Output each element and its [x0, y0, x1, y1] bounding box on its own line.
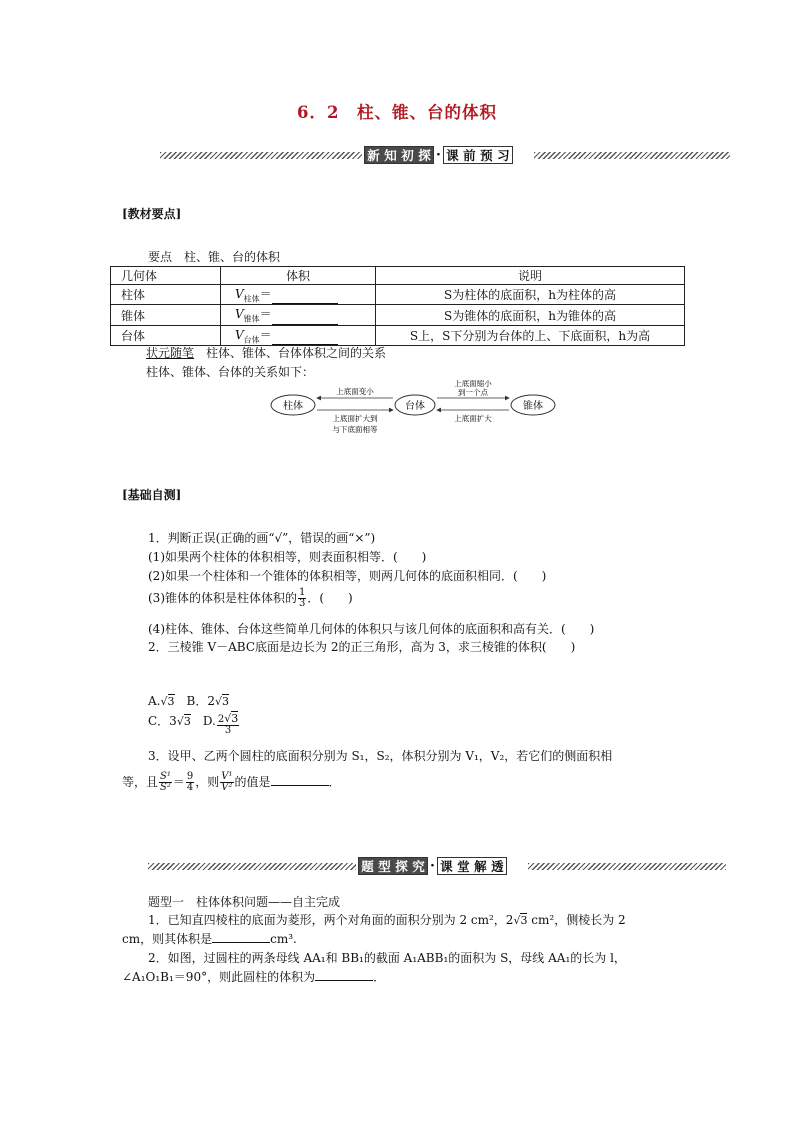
q2-options-ab: A.√3 B．2√3 [148, 694, 229, 708]
sqrt-arg: 3 [221, 695, 229, 708]
node-right: 锥体 [523, 401, 543, 412]
question-1-4: (4)柱体、锥体、台体这些简单几何体的体积只与该几何体的底面积和高有关．( ) [148, 622, 595, 636]
p1-text: cm³. [270, 932, 297, 946]
banner-char: 究 [412, 858, 425, 874]
q3-text: 的值是 [234, 775, 271, 789]
banner-left-box [364, 146, 434, 164]
banner-right-box [437, 857, 507, 875]
fraction-s [159, 772, 172, 793]
fraction-v [220, 772, 233, 793]
banner-char: 探 [395, 858, 408, 874]
banner-char: 课 [440, 858, 453, 874]
arrow-label: 上底面扩大 [454, 414, 492, 423]
banner-right-box [443, 146, 513, 164]
table-cell: 台体 [111, 325, 221, 345]
table-row [111, 305, 685, 325]
fraction-d: $\frac{2√3}{3}$ [217, 712, 239, 736]
banner-char: 堂 [457, 858, 470, 874]
table-cell: 锥体 [111, 305, 221, 325]
banner-char: 型 [378, 858, 391, 874]
table-header: 说明 [376, 267, 685, 285]
question-3-line2 [122, 772, 341, 793]
option-b: B．2 [186, 694, 215, 708]
p1-text: cm²，侧棱长为 2 [527, 913, 626, 927]
fraction-nine-fourths [186, 772, 194, 793]
page-title: 6．2 柱、锥、台的体积 [297, 103, 497, 122]
table-cell [221, 285, 376, 305]
q3-text: ． [328, 775, 341, 789]
equals-sign: ＝ [259, 327, 272, 342]
volume-subscript: 锥体 [243, 314, 260, 324]
problem-1-line2 [122, 930, 297, 947]
numerator: V¹ [221, 771, 233, 782]
question-1: 1．判断正误(正确的画“√”，错误的画“×”) [148, 531, 376, 545]
node-left: 柱体 [283, 401, 303, 412]
point-title: 要点 柱、锥、台的体积 [148, 250, 281, 264]
p1-text: 1．已知直四棱柱的底面为菱形，两个对角面的面积分别为 2 cm²，2 [148, 913, 514, 927]
arrow-label: 与下底面相等 [332, 425, 378, 434]
banner-char: 课 [446, 147, 459, 163]
equals-sign: ＝ [172, 775, 185, 789]
question-1-1: (1)如果两个柱体的体积相等，则表面积相等．( ) [148, 550, 427, 564]
section-banner-preview [160, 146, 730, 164]
q2-options-cd: C．3√3 D. $\frac{2√3}{3}$ [148, 712, 239, 736]
p2-text: ． [373, 970, 386, 984]
table-cell: S为锥体的底面积，h为锥体的高 [376, 305, 685, 325]
banner-char: 习 [497, 147, 510, 163]
sqrt-arg: 3 [183, 715, 191, 728]
table-cell: S为柱体的底面积，h为柱体的高 [376, 285, 685, 305]
note-tag: 状元随笔 [146, 346, 195, 360]
note-text: 柱体、锥体、台体体积之间的关系 [206, 346, 387, 360]
banner-char: 初 [401, 147, 414, 163]
banner-dot: · [436, 147, 441, 163]
arrow-label: 上底面变小 [336, 387, 374, 396]
banner-char: 透 [491, 858, 504, 874]
selftest-heading: [基础自测] [122, 488, 182, 502]
answer-blank[interactable] [271, 774, 329, 786]
table-header-row [111, 267, 685, 285]
option-d: D. [202, 714, 216, 728]
banner-char: 预 [480, 147, 493, 163]
table-cell: 柱体 [111, 285, 221, 305]
denominator: 4 [186, 782, 194, 793]
banner-left-box [358, 857, 428, 875]
volume-subscript: 柱体 [243, 294, 260, 304]
answer-blank[interactable] [272, 312, 338, 325]
hatch-decoration [534, 152, 730, 159]
q1-3-text: (3)锥体的体积是柱体体积的 [148, 591, 297, 605]
textbook-heading: [教材要点] [122, 207, 182, 221]
problem-2-line2 [122, 968, 385, 985]
sqrt-arg: 3 [231, 712, 239, 725]
denominator: 3 [299, 598, 306, 609]
table-cell [221, 305, 376, 325]
hatch-decoration [148, 863, 356, 870]
numerator: 2 [217, 714, 225, 725]
sqrt-arg: 3 [520, 914, 528, 927]
hatch-decoration [528, 863, 726, 870]
table-row [111, 325, 685, 345]
banner-dot: · [430, 858, 435, 874]
type-heading: 题型一 柱体体积问题——自主完成 [148, 895, 341, 909]
numerator: S¹ [160, 771, 171, 782]
equals-sign: ＝ [259, 307, 272, 322]
volume-subscript: 台体 [243, 335, 260, 345]
problem-1-line1: 1．已知直四棱柱的底面为菱形，两个对角面的面积分别为 2 cm²，2√3 cm²，侧棱长为 2 [148, 913, 626, 927]
banner-char: 探 [418, 147, 431, 163]
question-3: 3．设甲、乙两个圆柱的底面积分别为 S₁，S₂，体积分别为 V₁，V₂，若它们的侧面积相 [148, 749, 613, 763]
answer-blank[interactable] [212, 931, 270, 943]
banner-char: 解 [474, 858, 487, 874]
denominator: S² [160, 782, 171, 793]
relation-text: 柱体、锥体、台体的关系如下： [146, 365, 315, 379]
sqrt-arg: 3 [167, 695, 175, 708]
banner-char: 新 [367, 147, 380, 163]
hatch-decoration [160, 152, 362, 159]
volume-symbol: V [235, 307, 244, 322]
node-mid: 台体 [405, 401, 425, 412]
arrow-label: 上底面扩大到 [332, 414, 378, 423]
p2-text: ∠A₁O₁B₁＝90°，则此圆柱的体积为 [122, 970, 316, 984]
q3-text: ，则 [195, 775, 220, 789]
option-a: A. [148, 694, 161, 708]
q1-3-text: ．( ) [307, 591, 353, 605]
answer-blank[interactable] [272, 291, 338, 304]
question-2: 2．三棱锥 V－ABC底面是边长为 2的正三角形，高为 3，求三棱锥的体积( ) [148, 640, 576, 654]
volume-symbol: V [235, 327, 244, 342]
q3-text: 等，且 [122, 775, 159, 789]
problem-2-line1: 2．如图，过圆柱的两条母线 AA₁和 BB₁的截面 A₁ABB₁的面积为 S，母线 AA₁的长为 l， [148, 951, 626, 965]
note-line [146, 344, 386, 361]
denominator: V² [221, 782, 233, 793]
arrow-label: 到一个点 [458, 388, 488, 397]
table-header: 几何体 [111, 267, 221, 285]
relation-diagram [270, 380, 560, 440]
answer-blank[interactable] [315, 969, 373, 981]
banner-char: 知 [384, 147, 397, 163]
p1-text: cm，则其体积是 [122, 932, 213, 946]
table-header: 体积 [221, 267, 376, 285]
numerator: 9 [186, 771, 194, 782]
table-cell: S上，S下分别为台体的上、下底面积，h为高 [376, 325, 685, 345]
table-cell [221, 325, 376, 345]
question-1-3 [148, 588, 353, 609]
fraction-one-third [298, 588, 306, 609]
arrow-label: 上底面缩小 [454, 380, 492, 388]
numerator: 1 [299, 587, 306, 598]
volume-symbol: V [235, 287, 244, 301]
banner-char: 前 [463, 147, 476, 163]
banner-char: 题 [361, 858, 374, 874]
option-c: C．3 [148, 714, 177, 728]
equals-sign: ＝ [259, 287, 272, 301]
denominator: 3 [224, 725, 232, 736]
volume-table [110, 266, 685, 346]
table-row [111, 285, 685, 305]
question-1-2: (2)如果一个柱体和一个锥体的体积相等，则两几何体的底面积相同．( ) [148, 569, 547, 583]
